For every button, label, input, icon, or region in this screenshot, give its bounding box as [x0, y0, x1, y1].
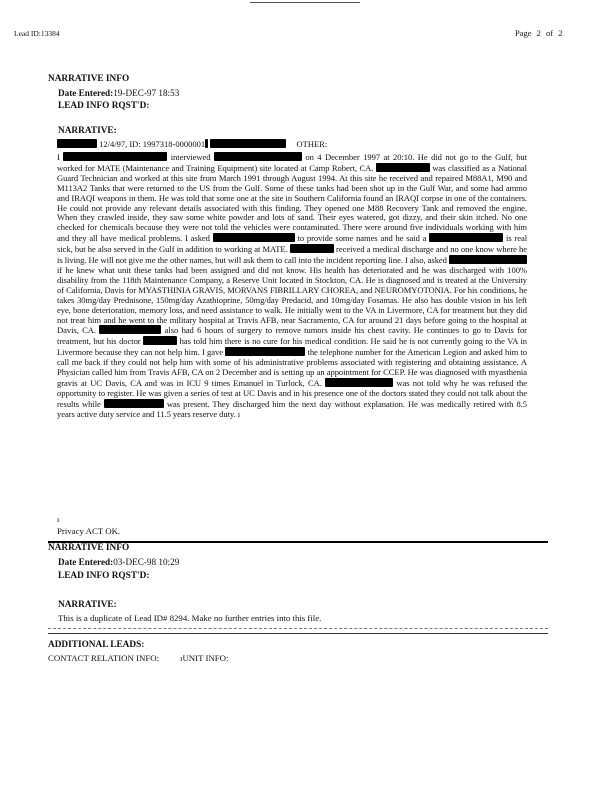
narrative-segment-8: has told him there is no cure for his medical condition. He said he is not currently going to the VA in Livermore because they can not help him. I gave: [57, 336, 528, 358]
redaction-block: [376, 163, 430, 172]
date-entered-label-2: Date Entered:: [58, 557, 114, 567]
lead-info-rqst-label-2: LEAD INFO RQST'D:: [58, 571, 150, 581]
narrative-segment-6: if he knew what unit these tanks had been assigned and did not know. His health has deteriorated and he was discharged with 100% disability from the 118th Maintenance Company, a Reserve Unit located in Stockton, CA. He is diagnosed and is treated at the University of California, Davis for MYASTHINIA GRAVIS, MORVANS FIBRILLARY CHOREA, and NEUROMYOTONIA. For his conditions, he takes 30mg/day Prednisone, 150mg/day Azathioprine, 50mg/day Predacid, and 10mg/day Fosamas. He also has double vision in his left eye, bone deterioration, memory loss, and need assistance to walk. He initially went to the VA in Livermore, CA for treatment but they did not treat him and he went to the military hospital at Travis AFB, near Sacramento, CA for around 21 days before going to the hospital at Davis, CA.: [57, 264, 527, 336]
lead-id-header: Lead ID:13384: [14, 29, 60, 38]
narrative-segment-2: was classified as a National Guard Technician and worked at this site from March 1991 through August 1994. At this site he received and repaired M88A1, M90 and M113A2 Tanks that were returned to the US from the Gulf. Some of these tanks had been shot up in the Gulf War, and some had ammo and IRAQI weapons in them. He was told that some one at the site in Southern California found an IRAQI corpse in one of the containers. He could not provide any relevant details associated with this finding. They opened one M88 Recovery Tank and removed the engine. When they crawled inside, they saw some white powder and lots of sand. Their eyes watered, got dizzy, and their skin itched. No one checked for chemicals because they were not told the vehicles were contaminated. There were around five individuals working with him and they all have medical problems. I asked: [57, 162, 527, 244]
narrative-segment-10: was not told why he was refused the opportunity to register. He was given a series of test at UC Davis and in his presence one of the doctors stated they could not talk about the results while: [57, 377, 527, 409]
redaction-block: [104, 399, 164, 408]
redaction-block: [325, 378, 393, 387]
redaction-block: [213, 233, 295, 242]
narrative-prefix: I: [57, 152, 60, 162]
narrative-id-line: [57, 139, 327, 149]
redaction-block: [290, 244, 334, 253]
redaction-block: [210, 139, 286, 148]
redaction-block: [57, 139, 97, 148]
redaction-block: [63, 152, 167, 161]
dashed-divider: [48, 628, 548, 629]
date-entered-value-2: 03-DEC-98 10:29: [113, 557, 180, 567]
page-number: Page 2 of 2: [515, 28, 563, 38]
narrative-segment-5: received a medical discharge and no one know where he is living. He will not give me the other names, but will ask them to call into the incident reporting line. I also, asked: [57, 244, 528, 266]
narrative-segment-4: is real sick, but he also served in the Gulf in addition to working at MATE.: [57, 233, 528, 255]
section-heading-narrative-info-2: NARRATIVE INFO: [48, 543, 130, 553]
redaction-block: [225, 347, 305, 356]
lead-info-rqst-label: LEAD INFO RQST'D:: [58, 101, 150, 111]
narrative-segment-9: the telephone number for the American Legion and asked him to call me back if they could not help him with some of his administrative problems associated with registering and obtaining assistance. A Physician called him from Travis AFB, CA on 2 December and is setting up an appointment for CCEP. He was diagnosed with myasthenia gravis at UC Davis, CA and was in ICU 9 times Emanuel in Turlock, CA.: [57, 347, 527, 388]
date-entered-field: [58, 88, 179, 98]
top-scan-line: [250, 2, 360, 3]
additional-leads-heading: ADDITIONAL LEADS:: [48, 640, 145, 650]
narrative-segment-3: to provide some names and he said a: [297, 233, 427, 244]
narrative-tail-mark: ı: [237, 408, 241, 419]
contact-relation-info-label: CONTACT RELATION INFO:: [48, 653, 160, 663]
other-label: OTHER:: [296, 139, 328, 149]
narrative-label-2: NARRATIVE:: [58, 600, 117, 610]
duplicate-note: This is a duplicate of Lead ID# 8294. Make no further entries into this file.: [58, 613, 322, 623]
narrative-segment-11: was present. They discharged him the next day without explanation. He was medically retired with 8.5 years active duty service and 11.5 years reserve duty.: [57, 398, 527, 419]
section-heading-narrative-info: NARRATIVE INFO: [48, 74, 130, 84]
narrative-segment-1: on 4 December 1997 at 20:10. He did not go to the Gulf, but worked for MATE (Maintenance and Training Equipment) site located at Camp Robert, CA.: [57, 152, 527, 173]
unit-info-label: ıUNIT INFO:: [180, 653, 229, 663]
redaction-block: [205, 139, 208, 148]
narrative-label: NARRATIVE:: [58, 126, 117, 136]
redaction-block: [214, 152, 302, 161]
narrative-word-interviewed: interviewed: [170, 152, 211, 162]
stray-mark: ı: [57, 515, 60, 524]
narrative-body: [57, 152, 527, 420]
redaction-block: [99, 325, 161, 334]
date-entered-value: 19-DEC-97 18:53: [113, 88, 180, 98]
date-entered-field-2: [58, 557, 179, 567]
privacy-act-text: Privacy ACT OK.: [57, 526, 121, 536]
redaction-block: [143, 336, 177, 345]
narrative-segment-7: also had 6 hours of surgery to remove tumors inside his chest cavity. He continues to go to Davis for treatment, but his doctor: [57, 325, 527, 347]
date-entered-label: Date Entered:: [58, 88, 114, 98]
narrative-id: 12/4/97, ID: 1997318-0000001: [99, 139, 206, 149]
redaction-block: [429, 233, 503, 242]
redaction-block: [449, 255, 527, 264]
section-divider-thin: [48, 633, 548, 634]
